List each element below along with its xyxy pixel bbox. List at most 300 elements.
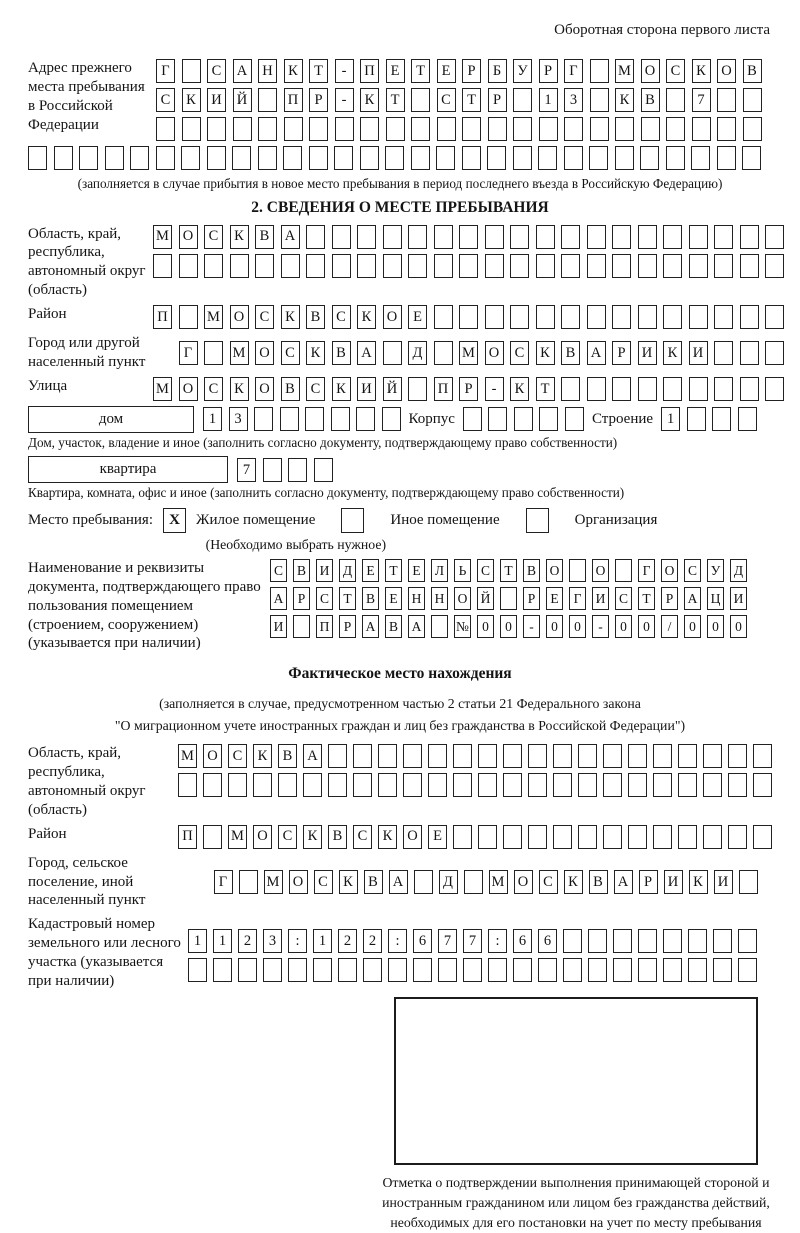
char-box xyxy=(615,559,632,582)
ownership-document-label: Наименование и реквизиты документа, подтверждающего право пользования помещением (строением, сооружением) (указывается при наличии) xyxy=(28,559,261,652)
korpus-row xyxy=(463,407,584,431)
char-box xyxy=(640,146,659,170)
cadastral-label: Кадастровый номер земельного или лесного участка (указывается при наличии) xyxy=(28,916,181,989)
char-box: В xyxy=(306,305,325,329)
char-box: 3 xyxy=(263,929,282,953)
char-box xyxy=(689,377,708,401)
char-box xyxy=(182,59,201,83)
char-box xyxy=(239,870,258,894)
char-box xyxy=(687,407,706,431)
char-box xyxy=(383,225,402,249)
stay-type-note: (Необходимо выбрать нужное) xyxy=(205,536,387,552)
char-box xyxy=(603,825,622,849)
char-box xyxy=(203,825,222,849)
char-box xyxy=(332,225,351,249)
char-box xyxy=(411,146,430,170)
registration-mark-area xyxy=(380,997,772,1233)
char-box xyxy=(478,744,497,768)
char-box xyxy=(689,225,708,249)
char-box xyxy=(382,407,401,431)
house-label-box: дом xyxy=(28,406,194,433)
char-box xyxy=(765,377,784,401)
char-box: К xyxy=(182,88,201,112)
char-box xyxy=(590,88,609,112)
char-box: Т xyxy=(536,377,555,401)
char-box xyxy=(280,407,299,431)
char-box xyxy=(510,254,529,278)
actual-location-title: Фактическое место нахождения xyxy=(288,665,512,683)
char-box: К xyxy=(332,377,351,401)
char-box xyxy=(413,958,432,982)
char-box: Е xyxy=(408,305,427,329)
char-box xyxy=(314,458,333,482)
char-box xyxy=(589,146,608,170)
char-box: М xyxy=(178,744,197,768)
char-box: 0 xyxy=(546,615,563,638)
char-box xyxy=(765,225,784,249)
char-box xyxy=(459,225,478,249)
stroenie-label: Строение xyxy=(591,410,654,427)
char-box xyxy=(666,88,685,112)
house-note: Дом, участок, владение и иное (заполнить согласно документу, подтверждающему право собственности) xyxy=(28,434,618,450)
char-box: А xyxy=(362,615,379,638)
char-box: М xyxy=(615,59,634,83)
char-box xyxy=(305,407,324,431)
char-box xyxy=(434,254,453,278)
char-box: К xyxy=(281,305,300,329)
stroenie-row xyxy=(661,407,757,431)
prev-address-rows xyxy=(156,59,762,141)
char-box: 7 xyxy=(463,929,482,953)
char-box xyxy=(628,744,647,768)
apartment-number-row xyxy=(237,458,333,482)
char-box xyxy=(678,773,697,797)
char-box xyxy=(378,773,397,797)
char-box: О xyxy=(203,744,222,768)
char-box xyxy=(357,254,376,278)
char-box: С xyxy=(204,225,223,249)
char-box: Р xyxy=(639,870,658,894)
char-box: Е xyxy=(362,559,379,582)
char-box xyxy=(309,146,328,170)
char-box: - xyxy=(335,88,354,112)
char-box xyxy=(728,773,747,797)
char-box: И xyxy=(207,88,226,112)
registration-stamp-box xyxy=(394,997,758,1165)
char-box xyxy=(561,225,580,249)
char-box: М xyxy=(489,870,508,894)
char-box: Т xyxy=(386,88,405,112)
char-box: О xyxy=(514,870,533,894)
char-box: К xyxy=(253,744,272,768)
char-box: А xyxy=(281,225,300,249)
char-box xyxy=(431,615,448,638)
char-box: М xyxy=(230,341,249,365)
char-box: : xyxy=(488,929,507,953)
char-box: Г xyxy=(156,59,175,83)
char-box xyxy=(434,225,453,249)
char-box xyxy=(728,825,747,849)
char-box xyxy=(587,225,606,249)
char-box xyxy=(587,254,606,278)
char-box xyxy=(263,458,282,482)
char-box xyxy=(179,254,198,278)
char-box xyxy=(689,305,708,329)
char-box xyxy=(54,146,73,170)
char-box: С xyxy=(666,59,685,83)
char-box: 0 xyxy=(569,615,586,638)
actual-region-row-1 xyxy=(178,744,772,768)
char-box: М xyxy=(153,225,172,249)
region-row-2 xyxy=(153,254,784,278)
char-box: А xyxy=(408,615,425,638)
char-box: О xyxy=(230,305,249,329)
char-box xyxy=(615,146,634,170)
char-box xyxy=(587,305,606,329)
char-box xyxy=(678,825,697,849)
char-box xyxy=(306,225,325,249)
char-box: О xyxy=(546,559,563,582)
char-box: А xyxy=(303,744,322,768)
char-box xyxy=(742,146,761,170)
actual-location-note-line1: (заполняется в случае, предусмотренном частью 2 статьи 21 Федерального закона xyxy=(159,696,641,712)
char-box xyxy=(281,254,300,278)
char-box xyxy=(403,773,422,797)
apartment-note: Квартира, комната, офис и иное (заполнить согласно документу, подтверждающему право собственности) xyxy=(28,485,625,501)
char-box: Т xyxy=(385,559,402,582)
char-box: 1 xyxy=(213,929,232,953)
char-box: 0 xyxy=(615,615,632,638)
char-box: И xyxy=(592,587,609,610)
char-box: Г xyxy=(179,341,198,365)
char-box: Е xyxy=(428,825,447,849)
char-box: 6 xyxy=(413,929,432,953)
char-box: Р xyxy=(661,587,678,610)
char-box xyxy=(513,117,532,141)
char-box xyxy=(578,744,597,768)
char-box: 7 xyxy=(438,929,457,953)
char-box xyxy=(363,958,382,982)
char-box: О xyxy=(383,305,402,329)
char-box xyxy=(714,341,733,365)
prev-address-row-1 xyxy=(156,59,762,83)
char-box: И xyxy=(357,377,376,401)
actual-location-note xyxy=(28,693,772,736)
char-box xyxy=(293,615,310,638)
char-box xyxy=(414,870,433,894)
char-box xyxy=(485,254,504,278)
char-box: К xyxy=(339,870,358,894)
char-box xyxy=(204,254,223,278)
ownership-document-field xyxy=(28,559,772,653)
section2-title: 2. СВЕДЕНИЯ О МЕСТЕ ПРЕБЫВАНИЯ xyxy=(251,198,549,216)
char-box: В xyxy=(743,59,762,83)
char-box xyxy=(488,117,507,141)
char-box xyxy=(513,958,532,982)
char-box: Д xyxy=(730,559,747,582)
char-box: О xyxy=(661,559,678,582)
char-box xyxy=(663,958,682,982)
char-box xyxy=(464,870,483,894)
char-box xyxy=(353,744,372,768)
char-box xyxy=(353,773,372,797)
char-box xyxy=(638,225,657,249)
char-box xyxy=(79,146,98,170)
char-box xyxy=(328,773,347,797)
registration-stamp-caption: Отметка о подтверждении выполнения принимающей стороной и иностранным гражданином или лицом без гражданства действий, необходимых для его постановки на учет по месту пребывания xyxy=(382,1174,770,1230)
char-box xyxy=(564,146,583,170)
char-box xyxy=(434,341,453,365)
char-box xyxy=(765,254,784,278)
char-box xyxy=(740,341,759,365)
char-box xyxy=(360,146,379,170)
cadastral-rows xyxy=(188,929,757,982)
char-box xyxy=(712,407,731,431)
stay-type-label: Место пребывания: xyxy=(28,511,153,528)
char-box xyxy=(428,744,447,768)
char-box xyxy=(688,929,707,953)
char-box: П xyxy=(360,59,379,83)
char-box xyxy=(728,744,747,768)
char-box xyxy=(408,377,427,401)
char-box xyxy=(204,341,223,365)
region-row-1 xyxy=(153,225,784,249)
char-box: Е xyxy=(385,587,402,610)
char-box xyxy=(130,146,149,170)
char-box xyxy=(258,88,277,112)
char-box xyxy=(178,773,197,797)
char-box: К xyxy=(378,825,397,849)
region-rows xyxy=(153,225,784,278)
char-box xyxy=(663,225,682,249)
char-box xyxy=(207,146,226,170)
char-box xyxy=(258,117,277,141)
char-box: 1 xyxy=(203,407,222,431)
char-box xyxy=(485,225,504,249)
char-box xyxy=(536,305,555,329)
char-box: 6 xyxy=(513,929,532,953)
char-box: Й xyxy=(383,377,402,401)
char-box: 1 xyxy=(661,407,680,431)
char-box xyxy=(743,117,762,141)
apartment-label-box: квартира xyxy=(28,456,228,483)
char-box: С xyxy=(314,870,333,894)
char-box: 2 xyxy=(363,929,382,953)
char-box: О xyxy=(179,225,198,249)
char-box xyxy=(714,254,733,278)
char-box: 0 xyxy=(707,615,724,638)
char-box: Ц xyxy=(707,587,724,610)
char-box xyxy=(689,254,708,278)
char-box: О xyxy=(289,870,308,894)
actual-region-field xyxy=(28,744,772,820)
char-box xyxy=(703,773,722,797)
char-box xyxy=(628,773,647,797)
city-label: Город или другой населенный пункт xyxy=(28,335,146,370)
char-box: Г xyxy=(214,870,233,894)
char-box xyxy=(713,958,732,982)
char-box xyxy=(288,958,307,982)
char-box xyxy=(238,958,257,982)
char-box: Й xyxy=(477,587,494,610)
char-box: И xyxy=(689,341,708,365)
char-box xyxy=(411,117,430,141)
char-box xyxy=(738,929,757,953)
char-box xyxy=(360,117,379,141)
char-box: : xyxy=(288,929,307,953)
char-box xyxy=(713,929,732,953)
char-box xyxy=(590,59,609,83)
char-box xyxy=(288,458,307,482)
char-box: Р xyxy=(459,377,478,401)
char-box: С xyxy=(316,587,333,610)
char-box xyxy=(688,958,707,982)
char-box xyxy=(717,88,736,112)
prev-address-field xyxy=(28,59,772,141)
char-box xyxy=(678,744,697,768)
char-box xyxy=(717,117,736,141)
ownership-document-row-2 xyxy=(270,587,747,610)
cadastral-row-2 xyxy=(188,958,757,982)
char-box xyxy=(561,377,580,401)
char-box xyxy=(385,146,404,170)
char-box: 1 xyxy=(313,929,332,953)
char-box: 6 xyxy=(538,929,557,953)
stay-option-other-label: Иное помещение xyxy=(390,511,500,528)
stay-option-residential-checkbox: X xyxy=(163,508,186,533)
region-field xyxy=(28,225,772,301)
char-box: О xyxy=(485,341,504,365)
char-box: / xyxy=(661,615,678,638)
char-box: И xyxy=(730,587,747,610)
char-box xyxy=(738,407,757,431)
char-box: А xyxy=(684,587,701,610)
char-box: Ь xyxy=(454,559,471,582)
char-box: Й xyxy=(233,88,252,112)
char-box xyxy=(743,88,762,112)
char-box xyxy=(306,254,325,278)
char-box xyxy=(478,773,497,797)
char-box xyxy=(403,744,422,768)
char-box: Г xyxy=(564,59,583,83)
char-box xyxy=(666,117,685,141)
char-box: 7 xyxy=(692,88,711,112)
char-box: Р xyxy=(293,587,310,610)
char-box: С xyxy=(207,59,226,83)
char-box: В xyxy=(278,744,297,768)
char-box xyxy=(228,773,247,797)
char-box: В xyxy=(523,559,540,582)
char-box xyxy=(503,773,522,797)
prev-address-row-4 xyxy=(28,146,772,170)
char-box xyxy=(463,407,482,431)
char-box: 7 xyxy=(237,458,256,482)
char-box: В xyxy=(255,225,274,249)
char-box xyxy=(207,117,226,141)
char-box xyxy=(753,825,772,849)
char-box xyxy=(513,88,532,112)
char-box xyxy=(714,377,733,401)
char-box: Т xyxy=(638,587,655,610)
char-box: П xyxy=(316,615,333,638)
char-box xyxy=(254,407,273,431)
char-box: Е xyxy=(437,59,456,83)
char-box xyxy=(553,773,572,797)
char-box xyxy=(500,587,517,610)
stay-option-other-checkbox xyxy=(341,508,364,533)
char-box xyxy=(411,88,430,112)
char-box xyxy=(663,254,682,278)
char-box: С xyxy=(539,870,558,894)
char-box xyxy=(663,377,682,401)
char-box xyxy=(717,146,736,170)
char-box xyxy=(612,377,631,401)
actual-district-field xyxy=(28,825,772,849)
char-box: И xyxy=(638,341,657,365)
char-box xyxy=(408,225,427,249)
char-box xyxy=(528,773,547,797)
char-box xyxy=(255,254,274,278)
char-box xyxy=(283,146,302,170)
char-box xyxy=(612,225,631,249)
char-box xyxy=(740,225,759,249)
char-box xyxy=(578,773,597,797)
char-box xyxy=(563,958,582,982)
apartment-row xyxy=(28,456,772,483)
char-box: Н xyxy=(408,587,425,610)
char-box xyxy=(565,407,584,431)
char-box xyxy=(539,117,558,141)
ownership-document-row-1 xyxy=(270,559,747,582)
char-box: - xyxy=(592,615,609,638)
stay-type-row xyxy=(28,508,772,533)
char-box xyxy=(453,825,472,849)
char-box xyxy=(538,146,557,170)
char-box xyxy=(188,958,207,982)
char-box xyxy=(663,929,682,953)
char-box: Н xyxy=(431,587,448,610)
char-box xyxy=(478,825,497,849)
char-box: У xyxy=(513,59,532,83)
char-box: Р xyxy=(539,59,558,83)
street-row xyxy=(153,377,784,401)
char-box: 3 xyxy=(229,407,248,431)
char-box xyxy=(638,377,657,401)
char-box xyxy=(765,305,784,329)
char-box xyxy=(740,305,759,329)
char-box xyxy=(691,146,710,170)
char-box: О xyxy=(592,559,609,582)
char-box xyxy=(303,773,322,797)
char-box: 1 xyxy=(188,929,207,953)
char-box xyxy=(510,305,529,329)
char-box: Т xyxy=(500,559,517,582)
char-box xyxy=(328,744,347,768)
char-box xyxy=(528,825,547,849)
char-box: Р xyxy=(523,587,540,610)
char-box: С xyxy=(228,744,247,768)
char-box xyxy=(453,744,472,768)
actual-region-rows xyxy=(178,744,772,797)
char-box xyxy=(613,958,632,982)
char-box xyxy=(459,254,478,278)
char-box: С xyxy=(255,305,274,329)
char-box: Е xyxy=(386,59,405,83)
char-box: И xyxy=(714,870,733,894)
char-box: Т xyxy=(411,59,430,83)
char-box: М xyxy=(153,377,172,401)
char-box xyxy=(603,773,622,797)
